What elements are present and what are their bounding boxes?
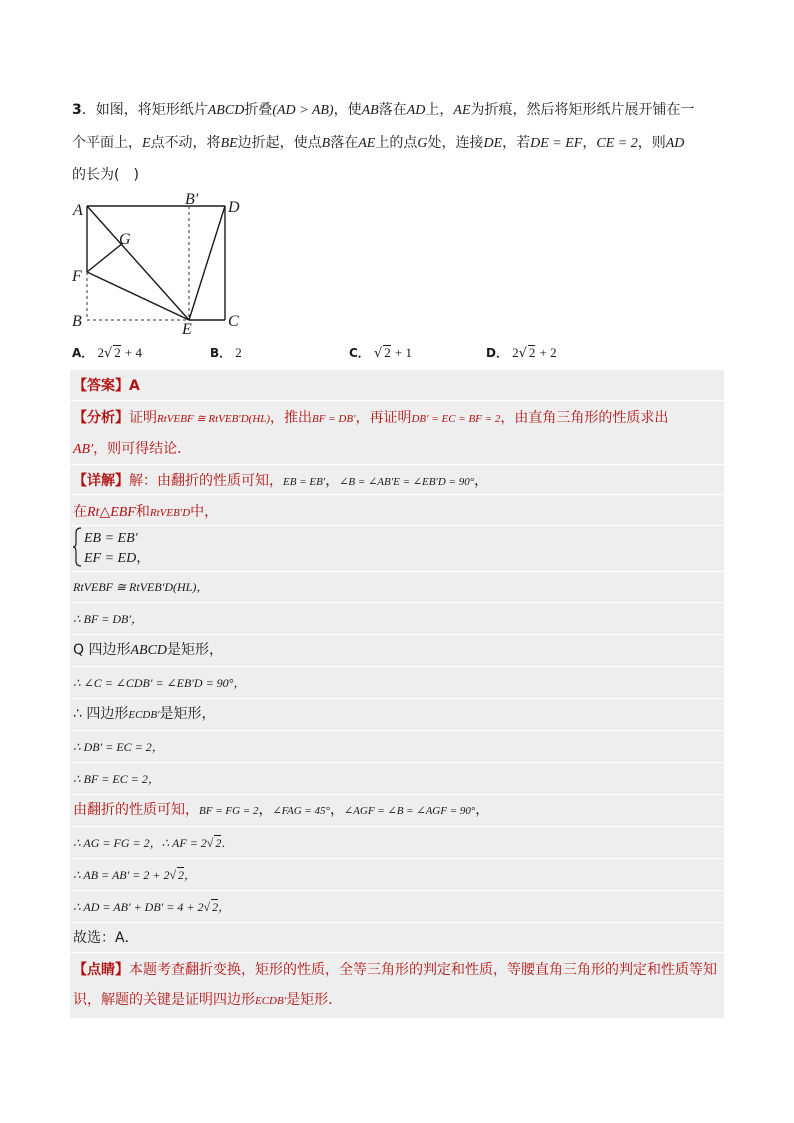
sqrt-sign-icon: √: [373, 346, 383, 361]
sqrt-sign-icon: √: [169, 868, 177, 882]
option-d[interactable]: D． 2√ 2 + 2: [486, 345, 557, 361]
step-af-value: ∴ AG = FG = 2，∴ AF = 2√ 2．: [73, 836, 234, 850]
sqrt-sign-icon: √: [203, 900, 211, 914]
step-abcd-rectangle: Q 四边形ABCD是矩形，: [73, 642, 224, 658]
sqrt-sign-icon: √: [103, 346, 113, 361]
label-A: A: [73, 202, 83, 219]
segment-FG: [87, 243, 123, 272]
option-b[interactable]: B． 2: [210, 345, 242, 360]
segment-FE: [87, 272, 189, 320]
congruence-line: RtVEBF ≅ RtVEB′D(HL)，: [73, 580, 209, 594]
step-db-equals-ec: ∴ DB′ = EC = 2，: [73, 740, 164, 754]
question-line-2: 个平面上，E点不动，将BE边折起，使点B落在AE上的点G处，连接DE，若DE = EF，CE = 2，则AD: [72, 135, 685, 151]
system-equation-2: EF = ED，: [84, 550, 151, 566]
label-B-prime: B′: [185, 191, 199, 208]
step-ad-value: ∴ AD = AB′ + DB′ = 4 + 2√ 2，: [73, 900, 231, 914]
segment-DE: [189, 206, 225, 320]
comment-line-1: 【点睛】本题考查翻折变换，矩形的性质，全等三角形的判定和性质，等腰直角三角形的判定和性质等知: [73, 962, 717, 978]
label-C: C: [228, 313, 239, 330]
label-B: B: [72, 313, 82, 330]
analysis-line-1: 【分析】证明RtVEBF ≅ RtVEB′D(HL)，推出BF = DB′，再证明DB′ = EC = BF = 2，由直角三角形的性质求出: [73, 410, 669, 426]
system-equation-1: EB = EB′: [84, 531, 138, 546]
solution-panel: [70, 370, 724, 1018]
analysis-line-2: AB′，则可得结论．: [73, 441, 192, 457]
detail-line-2: 在Rt△EBF和RtVEB′D中，: [73, 504, 219, 520]
sqrt-sign-icon: √: [518, 346, 527, 361]
label-G: G: [119, 231, 131, 248]
detail-line-1: 【详解】解：由翻折的性质可知，EB = EB′，∠B = ∠AB′E = ∠EB′D = 90°，: [73, 473, 489, 489]
choice-line: 故选：A．: [73, 930, 139, 946]
segment-AE: [87, 206, 189, 320]
question-line-3: 的长为( ): [72, 167, 139, 183]
label-D: D: [228, 199, 240, 216]
question-number: 3: [72, 102, 82, 118]
geometry-figure: [68, 188, 258, 338]
label-F: F: [72, 268, 82, 285]
step-bf-equals-ec: ∴ BF = EC = 2，: [73, 772, 160, 786]
comment-line-2: 识，解题的关键是证明四边形ECDB′是矩形．: [73, 992, 343, 1008]
step-bf-equals-db: ∴ BF = DB′，: [73, 612, 144, 626]
step-ecdb-rectangle: ∴ 四边形ECDB′是矩形，: [73, 706, 216, 722]
left-brace-icon: [72, 527, 82, 567]
step-ab-value: ∴ AB = AB′ = 2 + 2√ 2，: [73, 868, 197, 882]
option-c[interactable]: C． √ 2 + 1: [349, 345, 412, 361]
question-line-1: 3．如图，将矩形纸片ABCD折叠(AD > AB)，使AB落在AD上，AE为折痕，然后将矩形纸片展开铺在一: [72, 102, 695, 118]
label-E: E: [182, 321, 192, 338]
sqrt-sign-icon: √: [206, 836, 214, 850]
answer-line: 【答案】A: [73, 378, 140, 394]
answer-options: [72, 344, 724, 366]
option-a[interactable]: A． 2√ 2 + 4: [72, 345, 142, 361]
step-fold-property: 由翻折的性质可知，BF = FG = 2，∠FAG = 45°，∠AGF = ∠B = ∠AGF = 90°，: [73, 802, 490, 818]
step-right-angles: ∴ ∠C = ∠CDB′ = ∠EB′D = 90°，: [73, 676, 246, 690]
